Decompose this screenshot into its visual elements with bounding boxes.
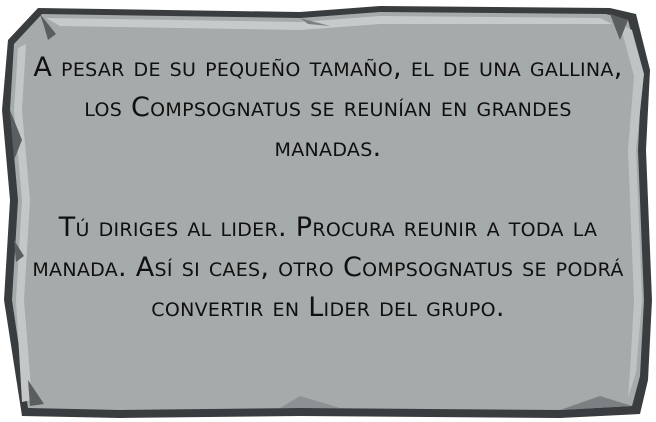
dialog-paragraph-intro: A pesar de su pequeño tamaño, el de una gallina, los Compsognatus se reunían en grandes manadas. <box>33 52 623 163</box>
dialog-paragraph-instructions: Tú diriges al lider. Procura reunir a toda la manada. Así si caes, otro Compsognatus se podrá convertir en Lider del grupo. <box>32 212 624 323</box>
dialog-text <box>30 48 626 328</box>
paragraph-spacer <box>30 168 626 208</box>
